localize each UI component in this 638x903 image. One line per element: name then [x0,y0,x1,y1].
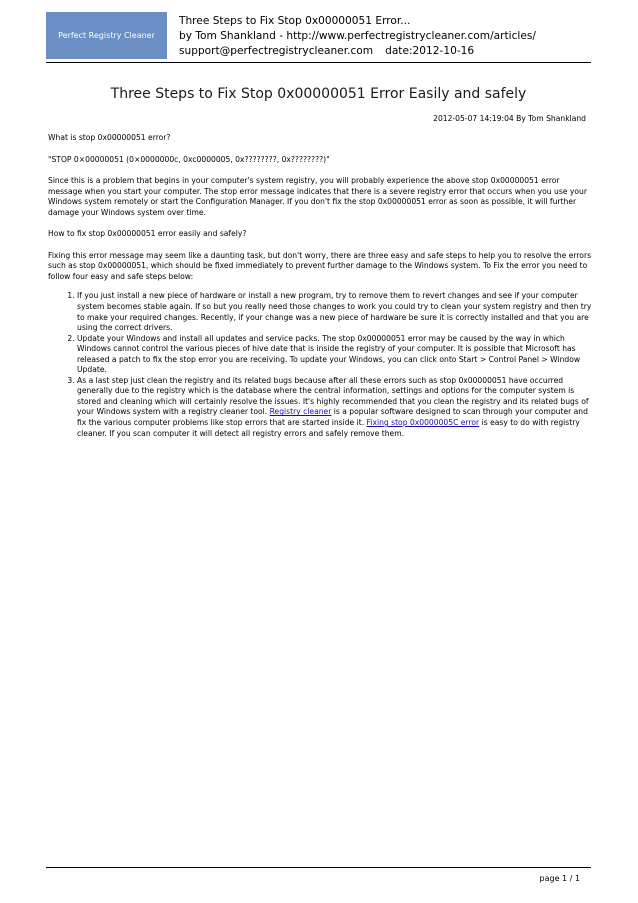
fixing-stop-error-link[interactable]: Fixing stop 0x0000005C error [366,418,480,428]
steps-list [48,291,592,439]
list-item: 2. Update your Windows and install all updates and service packs. The stop 0x00000051 error may be caused by the way in which Windows cannot control the various pieces of hive date that is inside the registry of your computer. It is possible that Microsoft has released a patch to fix the stop error you are receiving. To update your Windows, you can click onto Start > Control Panel > Window Update. [77,334,592,376]
logo: Perfect Registry Cleaner [46,12,167,59]
page-number: page 1 / 1 [539,874,580,883]
header-author-line: by Tom Shankland - http://www.perfectregistrycleaner.com/articles/ [179,30,536,42]
step-text: is a popular software designed to scan through your computer and fix the various computer problems like stop errors that are started inside it. [77,407,588,428]
footer-divider [46,867,591,868]
question-heading: What is stop 0x00000051 error? [48,133,171,142]
header-email: support@perfectregistrycleaner.com [179,45,374,57]
list-item [77,376,592,439]
registry-cleaner-link[interactable]: Registry cleaner [269,407,332,417]
document-header [179,14,619,59]
header-divider [46,62,591,63]
header-title: Three Steps to Fix Stop 0x00000051 Error... [179,15,411,27]
article-byline: 2012-05-07 14:19:04 By Tom Shankland [433,114,586,123]
paragraph: Since this is a problem that begins in your computer's system registry, you will probably experience the above stop 0x00000051 error message when you start your computer. The stop error message indicates that there is a severe registry error that occurs when you use your Windows system remotely or start the Configuration Manager. If you don't fix the stop 0x00000051 error as soon as possible, it will further damage your Windows system over time. [48,176,587,217]
header-date: date:2012-10-16 [385,45,475,57]
list-item: 1. If you just install a new piece of hardware or install a new program, try to remove them to revert changes and see if your computer system becomes stable again. If so but you really need those changes to work you could try to clean your system registry and then try to make your required changes. Recently, if your change was a new piece of hardware be sure it is correctly installed and that you are using the correct drivers. [77,291,592,333]
article-title: Three Steps to Fix Stop 0x00000051 Error Easily and safely [110,86,527,102]
question-heading: How to fix stop 0x00000051 error easily and safely? [48,229,247,239]
step-text: is easy to do with registry cleaner. If you scan computer it will detect all registry errors and safely remove them. [77,418,580,438]
paragraph: Fixing this error message may seem like a daunting task, but don't worry, there are three easy and safe steps to help you to resolve the errors such as stop 0x00000051, which should be fixed immediately to prevent further damage to the Windows system. To Fix the error you need to follow four easy and safe steps below: [48,250,592,281]
step-text: As a last step just clean the registry and its related bugs because after all these errors such as stop 0x00000051 have occurred generally due to the registry which is the database where the central information, settings and options for the computer system is stored and cleaning which will certainly resolve the issues. It's highly recommended that you clean the registry and its related bugs of your Windows system with a registry cleaner tool. [77,375,589,417]
error-code-line: "STOP 0×00000051 (0×0000000c, 0xc0000005, 0x????????, 0x????????)" [48,154,330,164]
article-body [48,133,592,439]
header-contact-line [179,44,619,59]
